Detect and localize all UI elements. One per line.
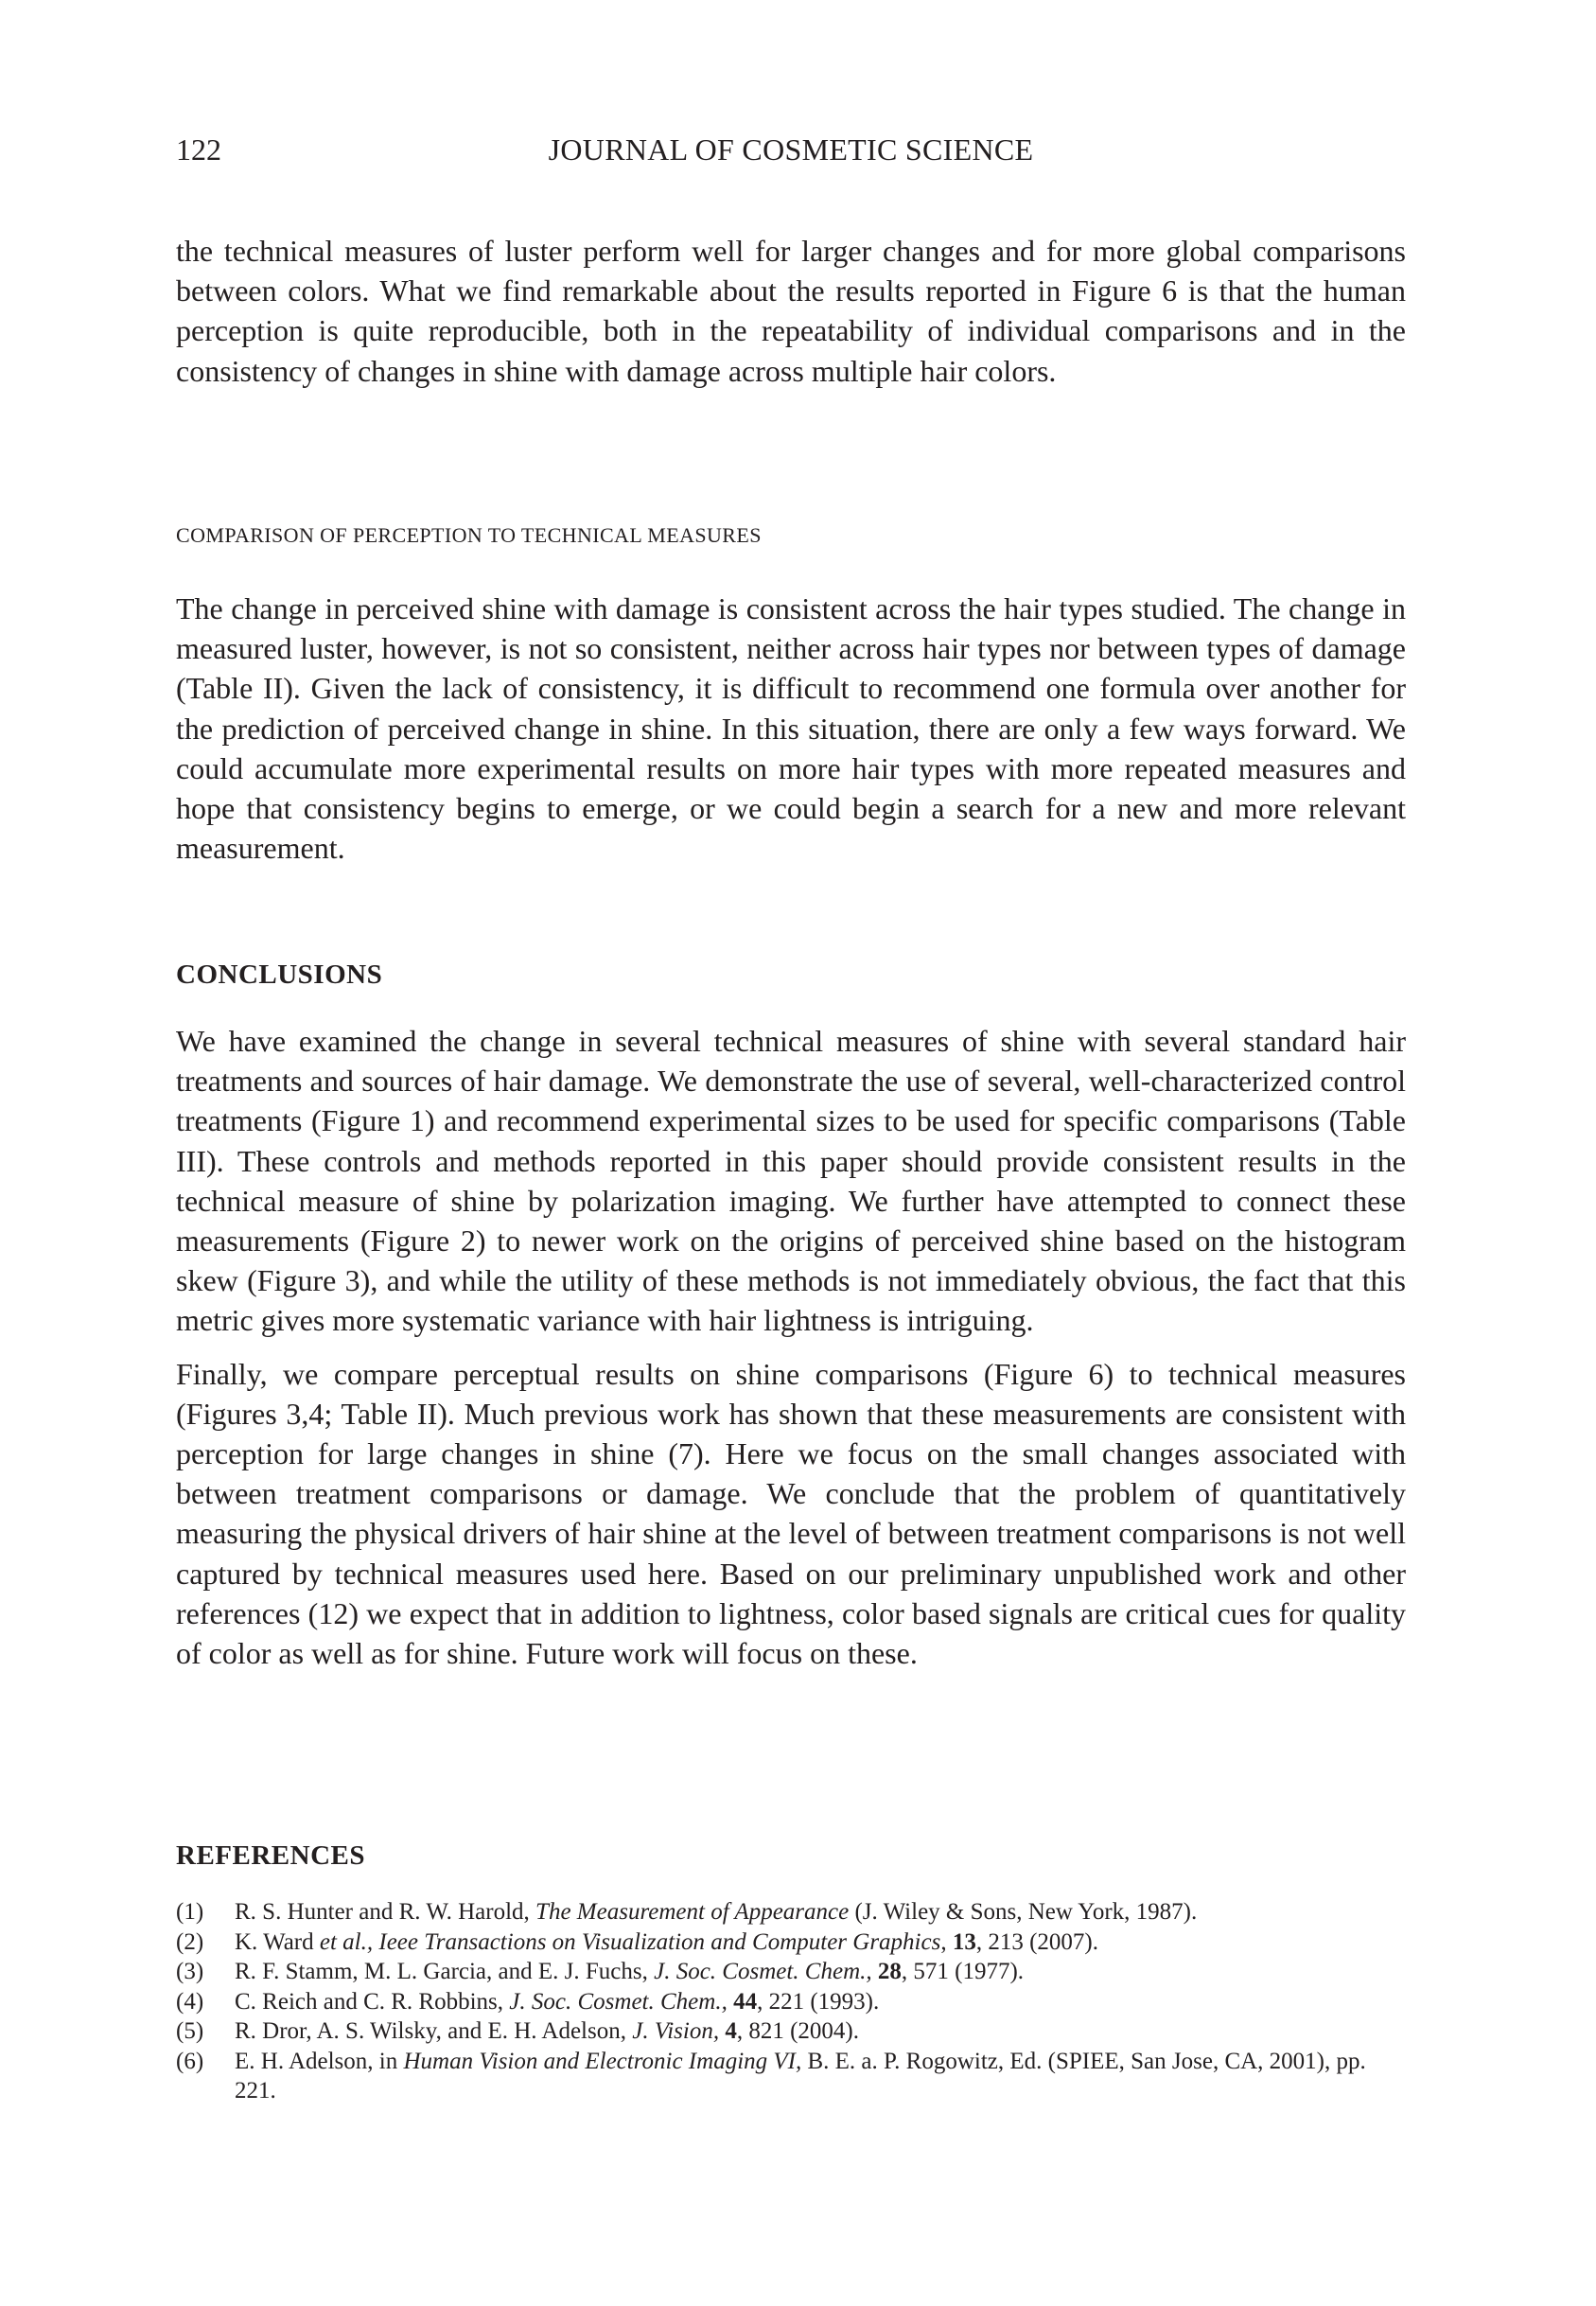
reference-item [176,1987,1406,2017]
reference-title: et al., Ieee Transactions on Visualization and Computer Graphics [319,1928,941,1955]
reference-title: J. Vision, [632,2018,720,2044]
reference-item [176,1957,1406,1987]
reference-authors: R. Dror, A. S. Wilsky, and E. H. Adelson, [235,2018,633,2044]
reference-item [176,1897,1406,1928]
reference-pages-year: , 213 (2007). [975,1928,1098,1955]
reference-volume: 28 [877,1959,902,1984]
reference-pages-year: , 571 (1977). [901,1959,1025,1984]
intro-paragraph: the technical measures of luster perform well for larger changes and for more global comparisons between colors. What we find remarkable about the results reported in Figure 6 is that the human perception is quite reproducible, both in the repeatability of individual comparisons and in the consistency of changes in shine with damage across multiple hair colors. [176,234,1406,388]
page-number: 122 [176,132,221,167]
comparison-paragraph: The change in perceived shine with damage is consistent across the hair types studied. The change in measured luster, however, is not so consistent, neither across hair types nor between types of damage (Table II). Given the lack of consistency, it is difficult to recommend one formula over another for the prediction of perceived change in shine. In this situation, there are only a few ways forward. We could accumulate more experimental results on more hair types with more repeated measures and hope that consistency begins to emerge, or we could begin a search for a new and more relevant measurement. [176,591,1406,866]
reference-title: The Measurement of Appearance [535,1899,850,1925]
reference-number: (6) [176,2048,204,2074]
reference-authors: K. Ward [235,1928,320,1955]
reference-authors: C. Reich and C. R. Robbins, [235,1988,510,2015]
reference-number: (4) [176,1988,204,2015]
reference-pages-year: , 221 (1993). [757,1988,880,2015]
reference-number: (1) [176,1899,204,1925]
reference-authors: E. H. Adelson, in [235,2048,404,2074]
references-list [176,1897,1406,2106]
reference-pages-year: , 821 (2004). [736,2018,860,2044]
reference-authors: R. S. Hunter and R. W. Harold, [235,1899,536,1925]
comparison-section [176,589,1406,868]
reference-separator: , [940,1928,953,1955]
conclusions-heading: CONCLUSIONS [176,959,383,990]
reference-number: (2) [176,1928,204,1955]
conclusions-paragraph-2: Finally, we compare perceptual results on shine comparisons (Figure 6) to technical measures (Figures 3,4; Table II). Much previous work has shown that these measurements are consistent with perception for large changes in shine (7). Here we focus on the small changes associated with between treatment comparisons or damage. We conclude that the problem of quantitatively measuring the physical drivers of hair shine at the level of between treatment comparisons is not well captured by technical measures used here. Based on our preliminary unpublished work and other references (12) we expect that in addition to lightness, color based signals are critical cues for quality of color as well as for shine. Future work will focus on these. [176,1356,1406,1671]
conclusions-section [176,1021,1406,1673]
reference-volume: 4 [725,2018,737,2044]
reference-publisher: B. E. a. P. Rogowitz, Ed. (SPIEE, San Jose, CA, 2001), pp. 221. [235,2048,1366,2104]
reference-volume: 13 [952,1928,976,1955]
comparison-heading: COMPARISON OF PERCEPTION TO TECHNICAL MEASURES [176,523,762,547]
reference-item [176,2016,1406,2047]
reference-number: (3) [176,1959,204,1984]
reference-title: Human Vision and Electronic Imaging VI, [403,2048,802,2074]
reference-item [176,1928,1406,1958]
reference-item [176,2047,1406,2106]
reference-title: J. Soc. Cosmet. Chem., [654,1959,872,1984]
reference-number: (5) [176,2018,204,2044]
reference-volume: 44 [733,1988,758,2015]
journal-title: JOURNAL OF COSMETIC SCIENCE [548,132,1034,167]
conclusions-paragraph-1: We have examined the change in several technical measures of shine with several standard hair treatments and sources of hair damage. We demonstrate the use of several, well-characterized control treatments (Figure 1) and recommend experimental sizes to be used for specific comparisons (Table III). These controls and methods reported in this paper should provide consistent results in the technical measure of shine by polarization imaging. We further have attempted to connect these measurements (Figure 2) to newer work on the origins of perceived shine based on the histogram skew (Figure 3), and while the utility of these methods is not immediately obvious, the fact that this metric gives more systematic variance with hair lightness is intriguing. [176,1024,1406,1338]
references-heading: REFERENCES [176,1840,365,1871]
reference-publisher: (J. Wiley & Sons, New York, 1987). [849,1899,1198,1925]
reference-title: J. Soc. Cosmet. Chem., [509,1988,728,2015]
running-head [176,131,1406,168]
reference-authors: R. F. Stamm, M. L. Garcia, and E. J. Fuchs, [235,1959,655,1984]
